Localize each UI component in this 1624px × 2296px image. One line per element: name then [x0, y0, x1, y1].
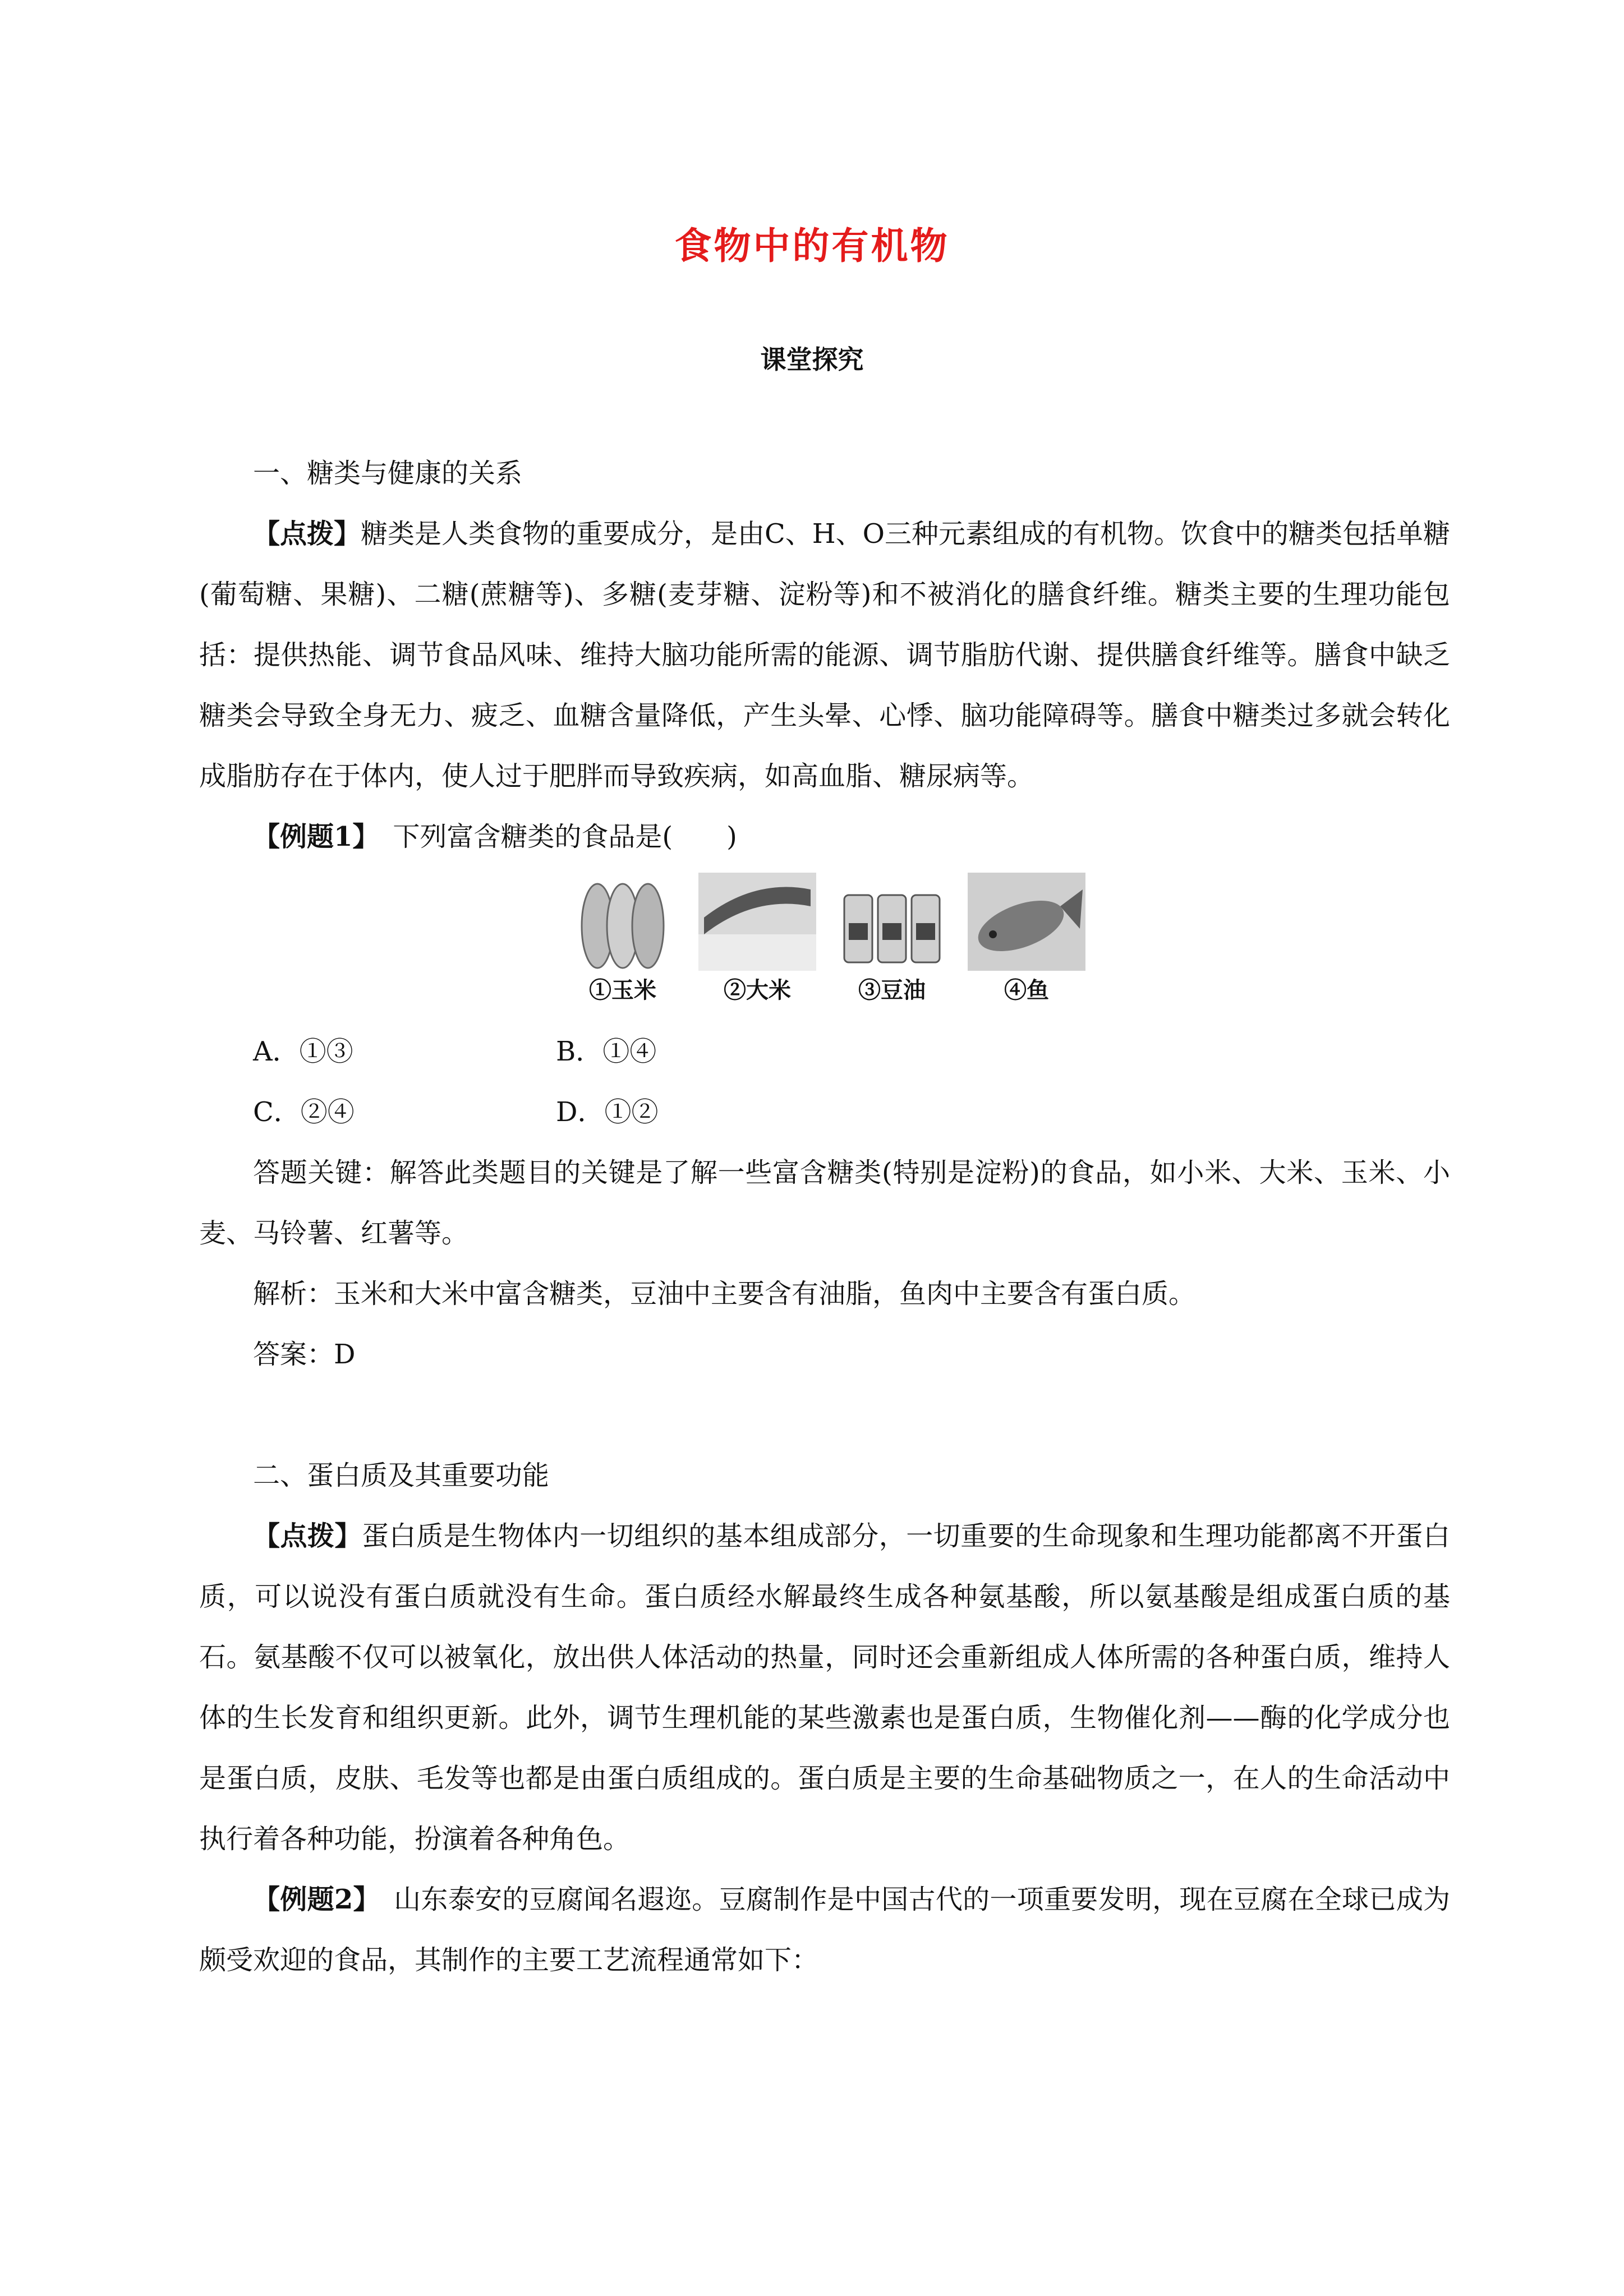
- corn-image: [564, 873, 682, 971]
- option-d: D．①②: [556, 1096, 659, 1128]
- page-title: 食物中的有机物: [674, 224, 950, 268]
- section2-tip: [199, 1506, 1450, 1869]
- rice-image: [698, 873, 816, 971]
- tip-text: 糖类是人类食物的重要成分，是由C、H、O三种元素组成的有机物。饮食中的糖类包括单糖(葡萄糖、果糖)、二糖(蔗糖等)、多糖(麦芽糖、淀粉等)和不被消化的膳食纤维。糖类主要的生理功能包括：提供热能、调节食品风味、维持大脑功能所需的能源、调节脂肪代谢、提供膳食纤维等。膳食中缺乏糖类会导致全身无力、疲乏、血糖含量降低，产生头晕、心悸、脑功能障碍等。膳食中糖类过多就会转化成脂肪存在于体内，使人过于肥胖而导致疾病，如高血脂、糖尿病等。: [199, 518, 1450, 792]
- example1: [199, 806, 1450, 867]
- figure-corn: [564, 873, 682, 1021]
- example1-label: 【例题1】: [253, 821, 366, 852]
- analysis: 解析：玉米和大米中富含糖类，豆油中主要含有油脂，鱼肉中主要含有蛋白质。: [253, 1278, 1196, 1310]
- tip-label: 【点拨】: [253, 518, 361, 550]
- figure-caption-fish: ④鱼: [1004, 977, 1049, 1003]
- document-body: [199, 443, 1450, 1990]
- example2-question: 山东泰安的豆腐闻名遐迩。豆腐制作是中国古代的一项重要发明，现在豆腐在全球已成为颇受欢迎的食品，其制作的主要工艺流程通常如下：: [199, 1884, 1450, 1976]
- example2: [199, 1869, 1450, 1990]
- figure-caption-oil: ③豆油: [858, 977, 926, 1003]
- figure-caption-rice: ②大米: [724, 977, 791, 1003]
- option-a: A．①③: [253, 1036, 353, 1067]
- food-figures: [199, 873, 1450, 1021]
- soybean-oil-image: [833, 873, 951, 971]
- section-subtitle: 课堂探究: [760, 344, 864, 375]
- answer: 答案：D: [253, 1339, 356, 1370]
- figure-fish: [968, 873, 1085, 1021]
- figure-caption-corn: ①玉米: [589, 977, 656, 1003]
- option-c: C．②④: [253, 1096, 355, 1128]
- figure-rice: [698, 873, 816, 1021]
- section1-tip: [199, 504, 1450, 806]
- fish-image: [968, 873, 1085, 971]
- figure-oil: [833, 873, 951, 1021]
- example1-question: 下列富含糖类的食品是( ): [393, 821, 737, 852]
- tip2-text: 蛋白质是生物体内一切组织的基本组成部分，一切重要的生命现象和生理功能都离不开蛋白质，可以说没有蛋白质就没有生命。蛋白质经水解最终生成各种氨基酸，所以氨基酸是组成蛋白质的基石。氨基酸不仅可以被氧化，放出供人体活动的热量，同时还会重新组成人体所需的各种蛋白质，维持人体的生长发育和组织更新。此外，调节生理机能的某些激素也是蛋白质，生物催化剂——酶的化学成分也是蛋白质，皮肤、毛发等也都是由蛋白质组成的。蛋白质是主要的生命基础物质之一，在人的生命活动中执行着各种功能，扮演着各种角色。: [199, 1520, 1450, 1855]
- answer-key: 答题关键：解答此类题目的关键是了解一些富含糖类(特别是淀粉)的食品，如小米、大米、玉米、小麦、马铃薯、红薯等。: [199, 1157, 1450, 1249]
- section2-heading: 二、蛋白质及其重要功能: [253, 1460, 550, 1491]
- option-b: B．①④: [556, 1036, 657, 1067]
- options-row-2: [199, 1082, 1450, 1142]
- tip2-label: 【点拨】: [253, 1520, 362, 1552]
- example2-label: 【例题2】: [253, 1884, 367, 1915]
- options-row-1: [199, 1021, 1450, 1082]
- section1-heading: 一、糖类与健康的关系: [253, 458, 523, 489]
